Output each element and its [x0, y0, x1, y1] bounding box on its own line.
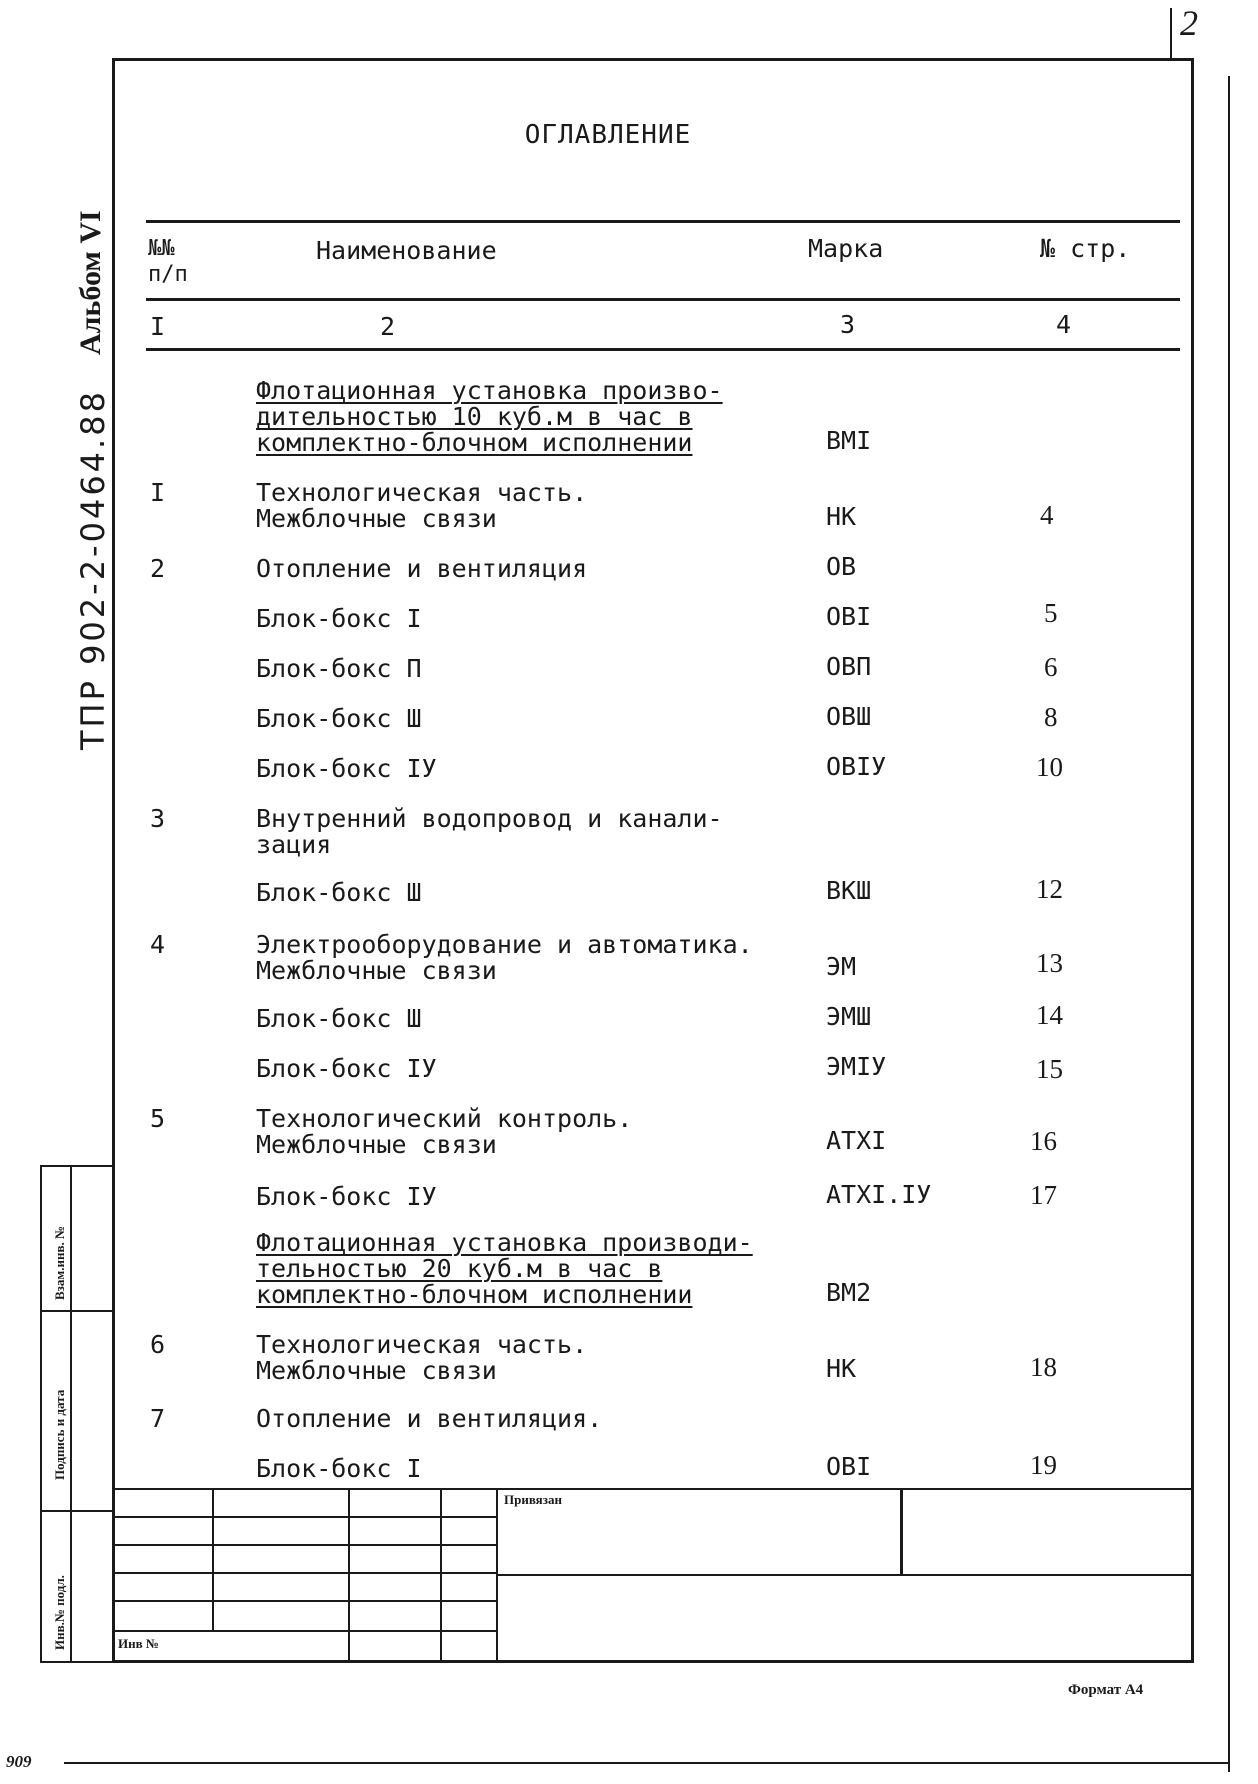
- row-num: 5: [150, 1104, 166, 1133]
- corner-number: 909: [6, 1752, 32, 1771]
- row-mark: ОВШ: [826, 702, 872, 731]
- row-mark: ОВ: [826, 552, 857, 581]
- row-name: Внутренний водопровод и канали- зация: [256, 804, 723, 859]
- section-mark: ВМI: [826, 426, 872, 455]
- row-page: 15: [1036, 1054, 1063, 1084]
- section-heading: Флотационная установка производи- тельностью 20 куб.м в час в комплектно-блочном исполнении: [256, 1228, 753, 1309]
- format-label: Формат А4: [1068, 1682, 1144, 1698]
- header-mid-rule: [146, 298, 1180, 301]
- document-code: ТПР 902-2-0464.88: [74, 389, 112, 750]
- titleblock-rule: [114, 1516, 496, 1518]
- row-name: Блок-бокс IУ: [256, 754, 437, 783]
- row-num: 2: [150, 554, 166, 583]
- titleblock-rule: [114, 1600, 496, 1602]
- row-mark: ОВП: [826, 652, 872, 681]
- frame-bottom-line: [64, 1762, 1230, 1764]
- inv-label: Инв №: [118, 1636, 159, 1651]
- row-mark: ЭМШ: [826, 1002, 872, 1031]
- colnum-4: 4: [1056, 310, 1072, 339]
- row-name: Блок-бокс I: [256, 1454, 422, 1483]
- titleblock-rule: [114, 1572, 496, 1574]
- row-page: 12: [1036, 874, 1063, 904]
- titleblock-vline: [496, 1488, 498, 1660]
- row-page: 5: [1044, 598, 1058, 628]
- row-mark: АТХI.IУ: [826, 1180, 932, 1209]
- row-num: 3: [150, 804, 166, 833]
- privyazan-label: Привязан: [504, 1492, 562, 1507]
- section-heading: Флотационная установка произво- дительностью 10 куб.м в час в комплектно-блочном исполнении: [256, 376, 723, 457]
- row-num: 6: [150, 1330, 166, 1359]
- row-mark: АТХI: [826, 1126, 887, 1155]
- stamp-label-podpis: Подпись и дата: [52, 1389, 67, 1480]
- sheet-number-divider: [1170, 8, 1172, 58]
- album-label: Альбом VI: [74, 210, 107, 355]
- row-name: Блок-бокс Ш: [256, 878, 422, 907]
- section-mark: ВМ2: [826, 1278, 872, 1307]
- titleblock-vline: [212, 1488, 214, 1630]
- row-name: Отопление и вентиляция.: [256, 1404, 603, 1433]
- row-name: Блок-бокс П: [256, 654, 422, 683]
- stamp-label-vzam: Взам.инв. №: [52, 1225, 67, 1300]
- row-mark: ЭМIУ: [826, 1052, 887, 1081]
- row-mark: ВКШ: [826, 876, 872, 905]
- row-page: 18: [1030, 1352, 1057, 1382]
- row-name: Технологический контроль. Межблочные связи: [256, 1104, 633, 1159]
- titleblock-rule: [496, 1574, 1194, 1576]
- row-name: Технологическая часть. Межблочные связи: [256, 478, 588, 533]
- titleblock-vline: [348, 1488, 350, 1660]
- row-page: 8: [1044, 702, 1058, 732]
- stamp-row-divider: [40, 1510, 114, 1512]
- header-mark: Марка: [808, 234, 884, 263]
- row-mark: НК: [826, 502, 857, 531]
- titleblock-vline: [440, 1488, 442, 1660]
- row-name: Технологическая часть. Межблочные связи: [256, 1330, 588, 1385]
- row-num: 7: [150, 1404, 166, 1433]
- titleblock-vline: [900, 1488, 903, 1574]
- header-bottom-rule: [146, 348, 1180, 351]
- colnum-1: I: [150, 312, 166, 341]
- sheet-number: 2: [1180, 3, 1198, 43]
- row-page: 17: [1030, 1180, 1057, 1210]
- colnum-2: 2: [380, 312, 396, 341]
- page-title: ОГЛАВЛЕНИЕ: [524, 120, 692, 150]
- row-name: Блок-бокс IУ: [256, 1182, 437, 1211]
- row-mark: НК: [826, 1354, 857, 1383]
- row-page: 4: [1040, 500, 1054, 530]
- row-mark: ОВIУ: [826, 752, 887, 781]
- row-page: 16: [1030, 1126, 1057, 1156]
- row-page: 13: [1036, 948, 1063, 978]
- row-name: Блок-бокс I: [256, 604, 422, 633]
- stamp-row-divider: [40, 1310, 114, 1312]
- row-page: 19: [1030, 1450, 1057, 1480]
- row-name: Отопление и вентиляция: [256, 554, 588, 583]
- row-name: Блок-бокс Ш: [256, 704, 422, 733]
- titleblock-rule: [114, 1544, 496, 1546]
- row-mark: ОВI: [826, 602, 872, 631]
- row-page: 6: [1044, 652, 1058, 682]
- row-num: I: [150, 478, 166, 507]
- titleblock-top-rule: [114, 1488, 1194, 1490]
- header-num: №№ п/п: [148, 236, 188, 287]
- stamp-label-inv: Инв.№ подл.: [52, 1575, 67, 1650]
- stamp-column-divider: [70, 1165, 72, 1663]
- titleblock-rule: [114, 1630, 496, 1632]
- row-mark: ОВI: [826, 1452, 872, 1481]
- header-name: Наименование: [316, 236, 497, 265]
- row-page: 10: [1036, 752, 1063, 782]
- row-num: 4: [150, 930, 166, 959]
- row-name: Электрооборудование и автоматика. Межблочные связи: [256, 930, 753, 985]
- frame-right-line: [1228, 76, 1230, 1772]
- colnum-3: 3: [840, 310, 856, 339]
- header-page: № стр.: [1040, 234, 1131, 263]
- row-name: Блок-бокс IУ: [256, 1054, 437, 1083]
- row-name: Блок-бокс Ш: [256, 1004, 422, 1033]
- row-page: 14: [1036, 1000, 1063, 1030]
- header-top-rule: [146, 220, 1180, 223]
- row-mark: ЭМ: [826, 952, 857, 981]
